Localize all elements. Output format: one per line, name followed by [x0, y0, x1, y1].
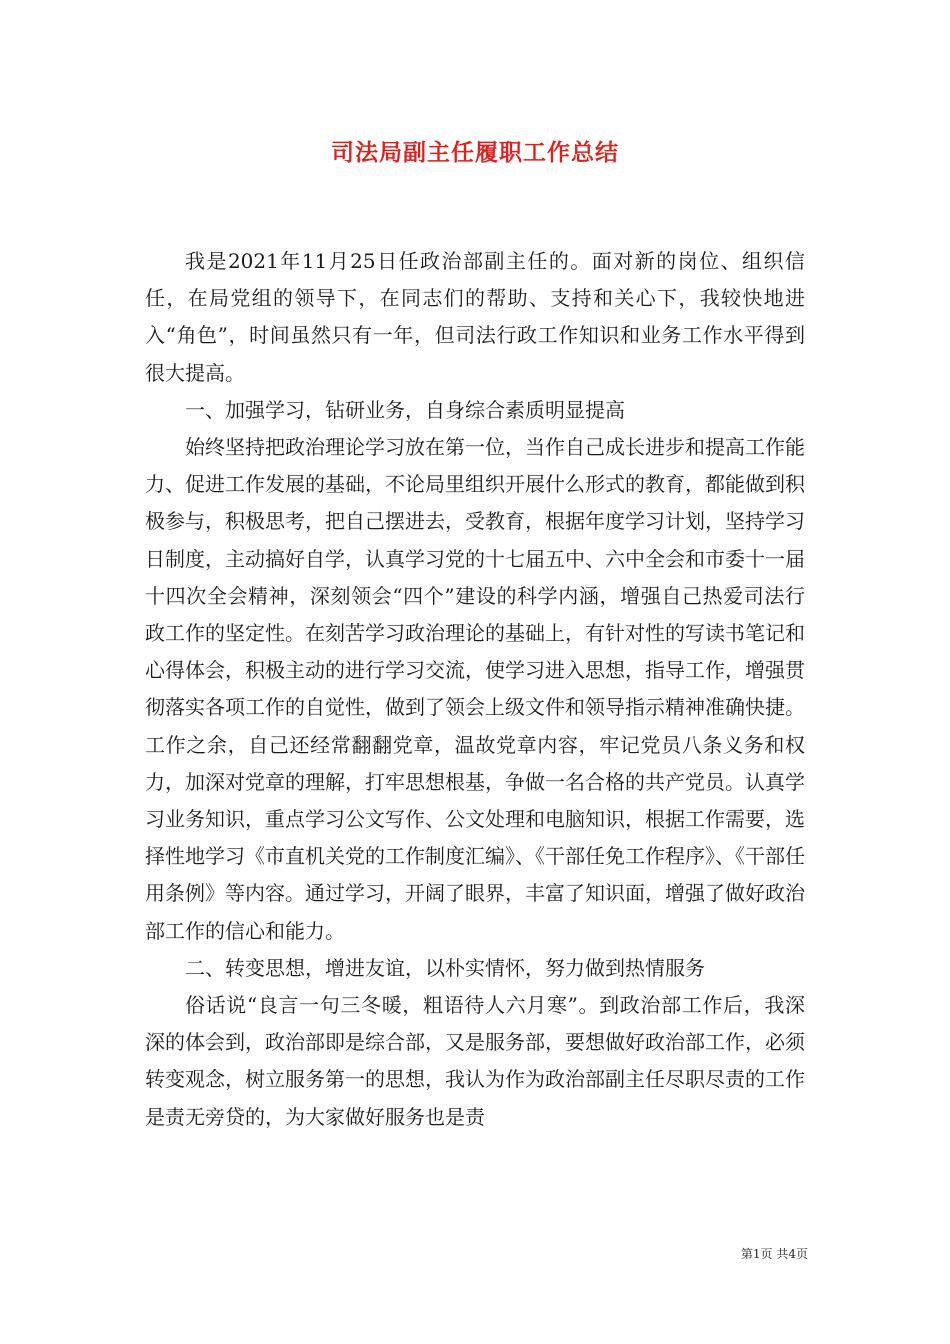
section-heading-1: 一、加强学习，钻研业务，自身综合素质明显提高: [185, 397, 625, 422]
document-body: [145, 243, 805, 1136]
paragraph-study: 始终坚持把政治理论学习放在第一位，当作自己成长进步和提高工作能力、促进工作发展的基础，不论局里组织开展什么形式的教育，都能做到积极参与，积极思考，把自己摆进去，受教育，根据年度学习计划，坚持学习日制度，主动搞好自学，认真学习党的十七届五中、六中全会和市委十一届十四次全会精神，深刻领会“四个”建设的科学内涵，增强自己热爱司法行政工作的坚定性。在刻苦学习政治理论的基础上，有针对性的写读书笔记和心得体会，积极主动的进行学习交流，使学习进入思想，指导工作，增强贯彻落实各项工作的自觉性，做到了领会上级文件和领导指示精神准确快捷。工作之余，自己还经常翻翻党章，温故党章内容，牢记党员八条义务和权力，加深对党章的理解，打牢思想根基，争做一名合格的共产党员。认真学习业务知识，重点学习公文写作、公文处理和电脑知识，根据工作需要，选择性地学习《市直机关党的工作制度汇编》、《干部任免工作程序》、《干部任用条例》等内容。通过学习，开阔了眼界，丰富了知识面，增强了做好政治部工作的信心和能力。: [145, 435, 805, 943]
paragraph-intro: 我是2021年11月25日任政治部副主任的。面对新的岗位、组织信任，在局党组的领导下，在同志们的帮助、支持和关心下，我较快地进入“角色”，时间虽然只有一年，但司法行政工作知识和业务工作水平得到很大提高。: [145, 249, 805, 385]
document-title: 司法局副主任履职工作总结: [331, 139, 619, 166]
page-number: 第1页 共4页: [740, 1247, 808, 1261]
paragraph-service: 俗话说“良言一句三冬暖，粗语待人六月寒”。到政治部工作后，我深深的体会到，政治部即是综合部，又是服务部，要想做好政治部工作，必须转变观念，树立服务第一的思想，我认为作为政治部副主任尽职尽责的工作是责无旁贷的，为大家做好服务也是责: [145, 993, 805, 1129]
section-heading-2: 二、转变思想，增进友谊，以朴实情怀，努力做到热情服务: [185, 955, 705, 980]
